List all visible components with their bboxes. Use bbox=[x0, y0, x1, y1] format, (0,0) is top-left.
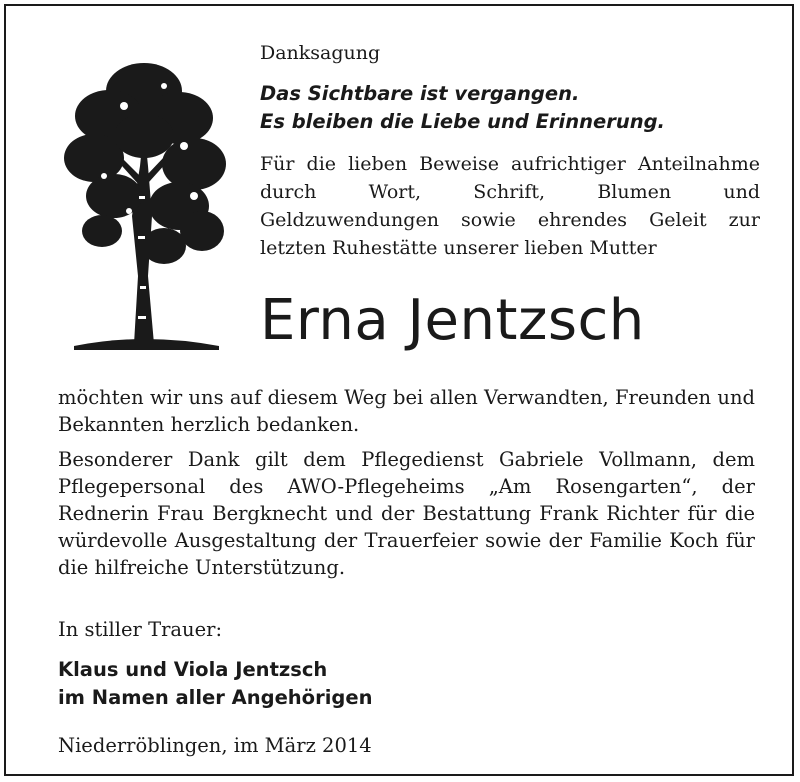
deceased-name: Erna Jentzsch bbox=[260, 288, 645, 353]
signatories bbox=[58, 656, 758, 712]
mourning-line: In stiller Trauer: bbox=[58, 618, 223, 641]
thanks-paragraph: möchten wir uns auf diesem Weg bei allen Verwandten, Freunden und Bekannten herzlich bedanken. bbox=[58, 386, 755, 436]
place-date: Niederröblingen, im März 2014 bbox=[58, 734, 372, 757]
notice-heading: Danksagung bbox=[260, 42, 381, 64]
signatory-line-2: im Namen aller Angehörigen bbox=[58, 686, 373, 709]
motto-line-1: Das Sichtbare ist vergangen. bbox=[260, 82, 580, 105]
birch-tree-icon bbox=[54, 46, 234, 356]
intro-text: Für die lieben Beweise aufrichtiger Anteilnahme durch Wort, Schrift, Blumen und Geldzuwendungen sowie ehrendes Geleit zur letzten Ruhestätte unserer lieben Mutter bbox=[260, 153, 760, 259]
signatory-line-1: Klaus und Viola Jentzsch bbox=[58, 658, 328, 681]
notice-top-block bbox=[260, 42, 760, 262]
special-thanks-paragraph: Besonderer Dank gilt dem Pflegedienst Gabriele Vollmann, dem Pflegepersonal des AWO-Pflegeheims „Am Rosengarten“, der Rednerin Frau Bergknecht und der Bestattung Frank Richter für die würdevolle Ausgestaltung der Trauerfeier sowie der Familie Koch für die hilfreiche Unterstützung. bbox=[58, 448, 755, 579]
signature-block bbox=[58, 616, 758, 760]
notice-frame bbox=[4, 4, 794, 776]
motto-line-2: Es bleiben die Liebe und Erinnerung. bbox=[260, 110, 665, 133]
notice-body bbox=[58, 384, 755, 589]
motto bbox=[260, 80, 760, 136]
